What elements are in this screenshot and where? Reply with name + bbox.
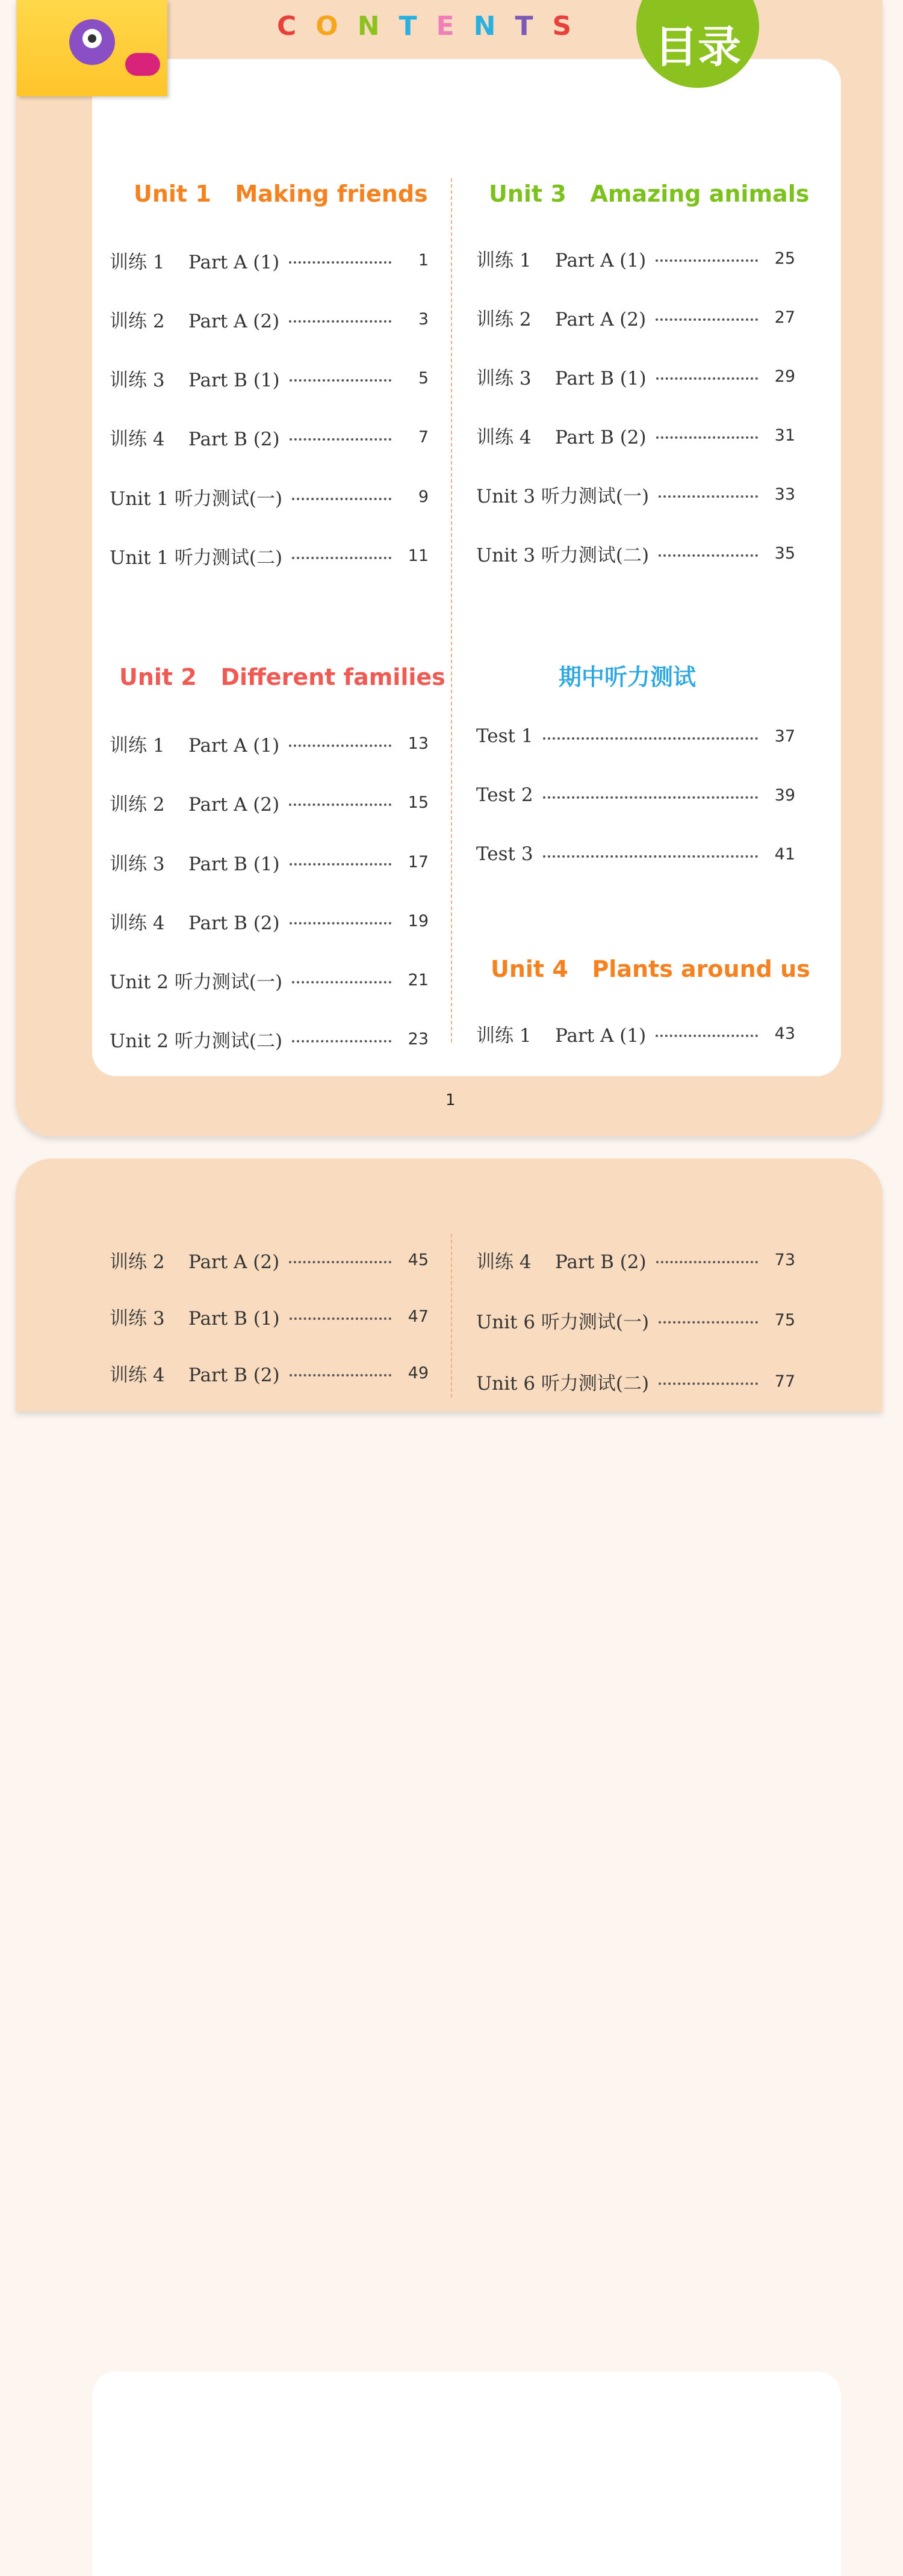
toc-entry[interactable]	[476, 302, 795, 332]
toc-entry[interactable]	[110, 363, 429, 393]
toc-entry[interactable]	[476, 420, 795, 450]
contents-letter: N	[473, 11, 515, 42]
dot-leader	[659, 1321, 758, 1324]
toc-card-2	[92, 2371, 841, 2576]
contents-letter: N	[357, 11, 399, 42]
dot-leader	[292, 981, 391, 983]
dot-leader	[543, 796, 758, 799]
contents-letter: O	[315, 11, 358, 42]
toc-entry-label: 训练 3 Part B (1)	[110, 369, 280, 391]
dot-leader	[290, 1374, 391, 1376]
dot-leader	[656, 1261, 758, 1263]
dot-leader	[659, 495, 758, 498]
toc-entry-page: 33	[774, 485, 795, 504]
toc-entry-label: Test 1	[476, 725, 533, 747]
toc-entry-page: 29	[774, 367, 795, 386]
toc-entry[interactable]	[476, 538, 795, 568]
dot-leader	[289, 320, 391, 323]
section-heading: Unit 1 Making friends	[134, 181, 428, 207]
dot-leader	[543, 855, 758, 858]
toc-entry-page: 43	[774, 1024, 795, 1043]
contents-letter: T	[399, 11, 436, 42]
mascot-illustration	[17, 0, 167, 96]
toc-entry[interactable]	[476, 1366, 795, 1396]
toc-entry-label: 训练 4 Part B (2)	[110, 912, 280, 934]
toc-entry-label: Unit 3 听力测试(二)	[476, 544, 650, 566]
toc-entry[interactable]	[110, 1024, 429, 1054]
toc-entry-page: 23	[408, 1029, 429, 1048]
toc-entry[interactable]	[476, 243, 795, 273]
toc-entry[interactable]	[110, 245, 429, 275]
toc-entry-label: 训练 1 Part A (1)	[110, 734, 280, 757]
section-heading: Unit 3 Amazing animals	[489, 181, 810, 207]
toc-entry-label: Unit 2 听力测试(一)	[110, 971, 283, 993]
toc-entry[interactable]	[476, 780, 795, 810]
toc-entry-page: 9	[418, 487, 429, 506]
toc-entry-label: 训练 1 Part A (1)	[110, 251, 280, 273]
toc-entry[interactable]	[110, 304, 429, 334]
dot-leader	[290, 1317, 391, 1320]
toc-entry-page: 25	[774, 249, 795, 268]
section-heading: 期中听力测试	[559, 664, 697, 690]
dot-leader	[659, 554, 758, 557]
column-divider	[451, 178, 452, 1042]
dot-leader	[289, 803, 391, 806]
toc-entry-page: 13	[408, 734, 429, 753]
toc-entry-label: Unit 6 听力测试(二)	[476, 1372, 650, 1395]
toc-entry[interactable]	[110, 1358, 429, 1388]
dot-leader	[656, 377, 758, 380]
toc-entry[interactable]	[110, 481, 429, 512]
toc-entry[interactable]	[110, 906, 429, 936]
dot-leader	[543, 737, 758, 740]
dot-leader	[659, 1382, 758, 1385]
toc-entry-page: 35	[774, 543, 795, 563]
dot-leader	[289, 1261, 391, 1263]
toc-entry-label: 训练 4 Part B (2)	[110, 428, 280, 450]
mulu-badge-label: 目录	[654, 22, 741, 72]
toc-entry-label: 训练 1 Part A (1)	[476, 1024, 647, 1047]
toc-entry-page: 31	[774, 426, 795, 445]
toc-entry[interactable]	[110, 422, 429, 452]
toc-entry-page: 49	[408, 1363, 429, 1382]
toc-entry[interactable]	[110, 1245, 429, 1275]
contents-letter: C	[277, 11, 316, 42]
toc-entry[interactable]	[110, 787, 429, 817]
dot-leader	[290, 922, 391, 924]
toc-entry[interactable]	[110, 965, 429, 995]
dot-leader	[656, 436, 758, 439]
column-divider	[451, 1234, 452, 1398]
toc-entry-label: 训练 1 Part A (1)	[476, 249, 647, 271]
toc-entry[interactable]	[476, 1305, 795, 1335]
toc-entry-page: 19	[408, 911, 429, 930]
toc-entry-page: 75	[774, 1310, 795, 1330]
toc-entry[interactable]	[110, 728, 429, 758]
dot-leader	[290, 438, 391, 441]
toc-entry[interactable]	[110, 847, 429, 877]
dot-leader	[289, 261, 391, 264]
toc-entry-label: 训练 3 Part B (1)	[110, 853, 280, 875]
toc-entry-page: 73	[774, 1250, 795, 1269]
toc-entry-page: 37	[774, 726, 795, 746]
toc-entry[interactable]	[476, 839, 795, 869]
dot-leader	[292, 1040, 391, 1042]
book-cover-thumbnail	[17, 0, 167, 96]
toc-entry[interactable]	[476, 721, 795, 751]
dot-leader	[290, 863, 391, 865]
toc-entry-label: 训练 3 Part B (1)	[476, 367, 647, 389]
toc-entry-page: 3	[418, 309, 429, 329]
toc-entry-page: 39	[774, 785, 795, 805]
toc-entry-label: 训练 4 Part B (2)	[476, 426, 647, 448]
toc-entry[interactable]	[476, 479, 795, 509]
dot-leader	[292, 557, 391, 559]
toc-entry-page: 21	[408, 970, 429, 989]
contents-letter: S	[552, 11, 591, 42]
dot-leader	[292, 498, 391, 500]
toc-entry-label: 训练 2 Part A (2)	[476, 308, 647, 330]
page-number: 1	[445, 1091, 456, 1109]
toc-entry-label: Unit 1 听力测试(二)	[110, 546, 283, 569]
toc-entry-page: 47	[408, 1307, 429, 1326]
contents-letter: T	[515, 11, 553, 42]
toc-entry-page: 41	[774, 844, 795, 864]
toc-entry-page: 5	[418, 368, 429, 388]
toc-entry-page: 7	[418, 427, 429, 447]
toc-entry-page: 15	[408, 793, 429, 812]
toc-entry-page: 27	[774, 308, 795, 327]
toc-entry-page: 77	[774, 1372, 795, 1391]
toc-entry-label: 训练 4 Part B (2)	[110, 1364, 280, 1386]
toc-entry-label: 训练 2 Part A (2)	[110, 793, 280, 816]
toc-entry-page: 17	[408, 852, 429, 872]
toc-entry[interactable]	[110, 1301, 429, 1331]
section-heading: Unit 2 Different families	[119, 664, 445, 690]
toc-entry-label: Unit 6 听力测试(一)	[476, 1311, 650, 1333]
toc-entry-label: Unit 3 听力测试(一)	[476, 485, 650, 507]
dot-leader	[656, 318, 758, 321]
dot-leader	[656, 259, 758, 262]
toc-entry[interactable]	[476, 1018, 795, 1048]
toc-entry-page: 11	[408, 546, 429, 565]
dot-leader	[289, 745, 391, 747]
toc-entry-label: Test 3	[476, 843, 533, 865]
section-heading: Unit 4 Plants around us	[491, 956, 810, 982]
toc-entry-label: 训练 2 Part A (2)	[110, 1251, 280, 1273]
toc-entry[interactable]	[110, 540, 429, 571]
toc-entry-page: 1	[418, 250, 429, 270]
dot-leader	[290, 379, 391, 382]
toc-entry[interactable]	[476, 361, 795, 391]
contents-title	[277, 11, 591, 42]
toc-entry-label: Unit 1 听力测试(一)	[110, 488, 283, 510]
toc-entry-page: 45	[408, 1250, 429, 1269]
contents-letter: E	[436, 11, 474, 42]
toc-entry-label: 训练 4 Part B (2)	[476, 1251, 647, 1273]
toc-entry-label: 训练 2 Part A (2)	[110, 310, 280, 332]
toc-entry-label: Test 2	[476, 784, 533, 806]
dot-leader	[656, 1035, 758, 1037]
toc-entry[interactable]	[476, 1245, 795, 1275]
toc-entry-label: 训练 3 Part B (1)	[110, 1307, 280, 1330]
toc-entry-label: Unit 2 听力测试(二)	[110, 1030, 283, 1052]
